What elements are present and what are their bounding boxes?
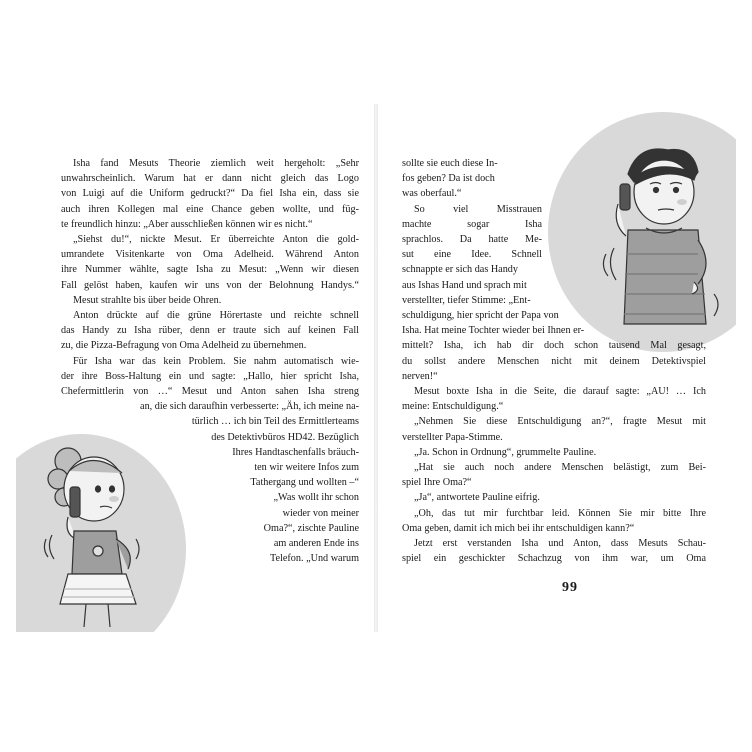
text-line: was oberfaul.“ bbox=[402, 188, 462, 200]
text-line: fos geben? Da ist doch bbox=[402, 173, 495, 185]
text-line: Jetzt erst verstanden Isha und Anton, dass Mesuts Schau- bbox=[414, 538, 706, 550]
text-line: ten wir weitere Infos zum bbox=[254, 462, 359, 474]
text-line: So viel Misstrauen bbox=[414, 203, 542, 215]
text-line: „Was wollt ihr schon bbox=[273, 492, 359, 504]
text-line: aus Ishas Hand und sprach mit bbox=[402, 279, 527, 291]
text-line: des Detektivbüros HD42. Bezüglich bbox=[211, 431, 359, 443]
text-line: Isha. Hat meine Tochter wieder bei Ihnen er- bbox=[402, 325, 585, 337]
text-line: „Oh, das tut mir furchtbar leid. Können Sie mir bitte Ihre bbox=[414, 507, 706, 519]
text-line: von Luigi auf die Uniform gedruckt?“ Da fiel Isha ein, dass sie bbox=[61, 188, 359, 200]
text-line: schuldigung, hier spricht der Papa von bbox=[402, 310, 559, 321]
text-line: Mesut strahlte bis über beide Ohren. bbox=[73, 294, 222, 306]
text-line: ihre Nummer wählte, sagte Isha zu Mesut: „Wenn wir diesen bbox=[61, 264, 359, 276]
book-spread bbox=[16, 104, 736, 632]
text-line: du sollst andere Menschen nicht mit deinem Detektivspiel bbox=[402, 355, 706, 367]
right-page bbox=[378, 104, 736, 632]
text-line: das Handy zu Isha rüber, denn er traute sich auf keinen Fall bbox=[61, 325, 359, 337]
text-line: te freundlich hinzu: „Aber ausschließen können wir es nicht.“ bbox=[61, 218, 313, 230]
text-line: Anton drückte auf die grüne Hörertaste und reichte schnell bbox=[73, 310, 359, 322]
text-line: machte sogar Isha bbox=[402, 218, 542, 230]
text-line: „Ja. Schon in Ordnung“, grummelte Pauline. bbox=[414, 446, 597, 458]
text-line: Oma geben, damit ich mich bei ihr entschuldigen kann?“ bbox=[402, 522, 635, 534]
text-line: „Nehmen Sie diese Entschuldigung an?“, fragte Mesut mit bbox=[414, 416, 706, 428]
text-line: Ihres Handtaschenfalls bräuch- bbox=[232, 446, 359, 458]
text-line: am anderen Ende ins bbox=[273, 538, 359, 550]
text-line: Für Isha war das kein Problem. Sie nahm automatisch wie- bbox=[73, 355, 359, 367]
text-line: wieder von meiner bbox=[282, 507, 359, 519]
text-line: spiel Ihre Oma?“ bbox=[402, 477, 472, 489]
text-line: zu, die Pizza-Befragung von Oma Adelheid zu übernehmen. bbox=[61, 340, 307, 352]
text-line: schnappte er sich das Handy bbox=[402, 264, 518, 276]
text-line: „Siehst du!“, nickte Mesut. Er überreichte Anton die gold- bbox=[73, 234, 359, 246]
text-line: unwahrscheinlich. Warum hat er dann nicht gleich das Logo bbox=[61, 173, 359, 185]
text-line: Chefermittlerin von …“ Mesut und Anton sahen Isha streng bbox=[61, 386, 359, 398]
text-line: Oma?“, zischte Pauline bbox=[263, 522, 359, 534]
text-line: meine: Entschuldigung.“ bbox=[402, 401, 504, 413]
text-line: Telefon. „Und warum bbox=[270, 553, 359, 565]
page-number: 99 bbox=[562, 580, 578, 595]
text-line: umrandete Visitenkarte von Oma Adelheid. Während Anton bbox=[61, 249, 359, 261]
text-line: „Ja“, antwortete Pauline eifrig. bbox=[414, 492, 540, 504]
text-line: mittelt? Isha, ich hab dir doch schon tausend Mal gesagt, bbox=[402, 340, 706, 352]
text-line: verstellter Papa-Stimme. bbox=[402, 431, 503, 443]
text-line: Isha fand Mesuts Theorie ziemlich weit hergeholt: „Sehr bbox=[73, 158, 359, 169]
text-line: spiel ein geschickter Schachzug von ihm war, um Oma bbox=[402, 553, 706, 565]
text-line: Tathergang und wollten –“ bbox=[250, 477, 359, 489]
text-line: Mesut boxte Isha in die Seite, die darauf sagte: „AU! … Ich bbox=[414, 386, 706, 398]
text-line: an, die sich daraufhin verbesserte: „Äh, ich meine na- bbox=[140, 401, 359, 413]
text-line: türlich … ich bin Teil des Ermittlerteams bbox=[191, 416, 359, 428]
left-page bbox=[16, 104, 374, 632]
text-line: sut eine Idee. Schnell bbox=[402, 249, 542, 261]
text-line: nerven!“ bbox=[402, 370, 438, 382]
text-line: Fall gelöst haben, kaufen wir uns von der Belohnung Handys.“ bbox=[61, 279, 359, 291]
text-line: auch ihren Kollegen mal eine Chance geben wollte, und füg- bbox=[61, 203, 359, 215]
left-page-text bbox=[61, 156, 359, 566]
text-line: verstellter, tiefer Stimme: „Ent- bbox=[402, 294, 531, 306]
text-line: sprachlos. Da hatte Me- bbox=[402, 234, 542, 246]
text-line: sollte sie euch diese In- bbox=[402, 158, 498, 169]
right-page-text-narrow bbox=[402, 156, 596, 308]
text-line: „Hat sie auch noch andere Menschen belästigt, zum Bei- bbox=[414, 462, 706, 474]
right-page-text bbox=[402, 308, 706, 566]
text-line: der ihre Boss-Haltung ein und sagte: „Hallo, hier spricht Isha, bbox=[61, 370, 359, 382]
